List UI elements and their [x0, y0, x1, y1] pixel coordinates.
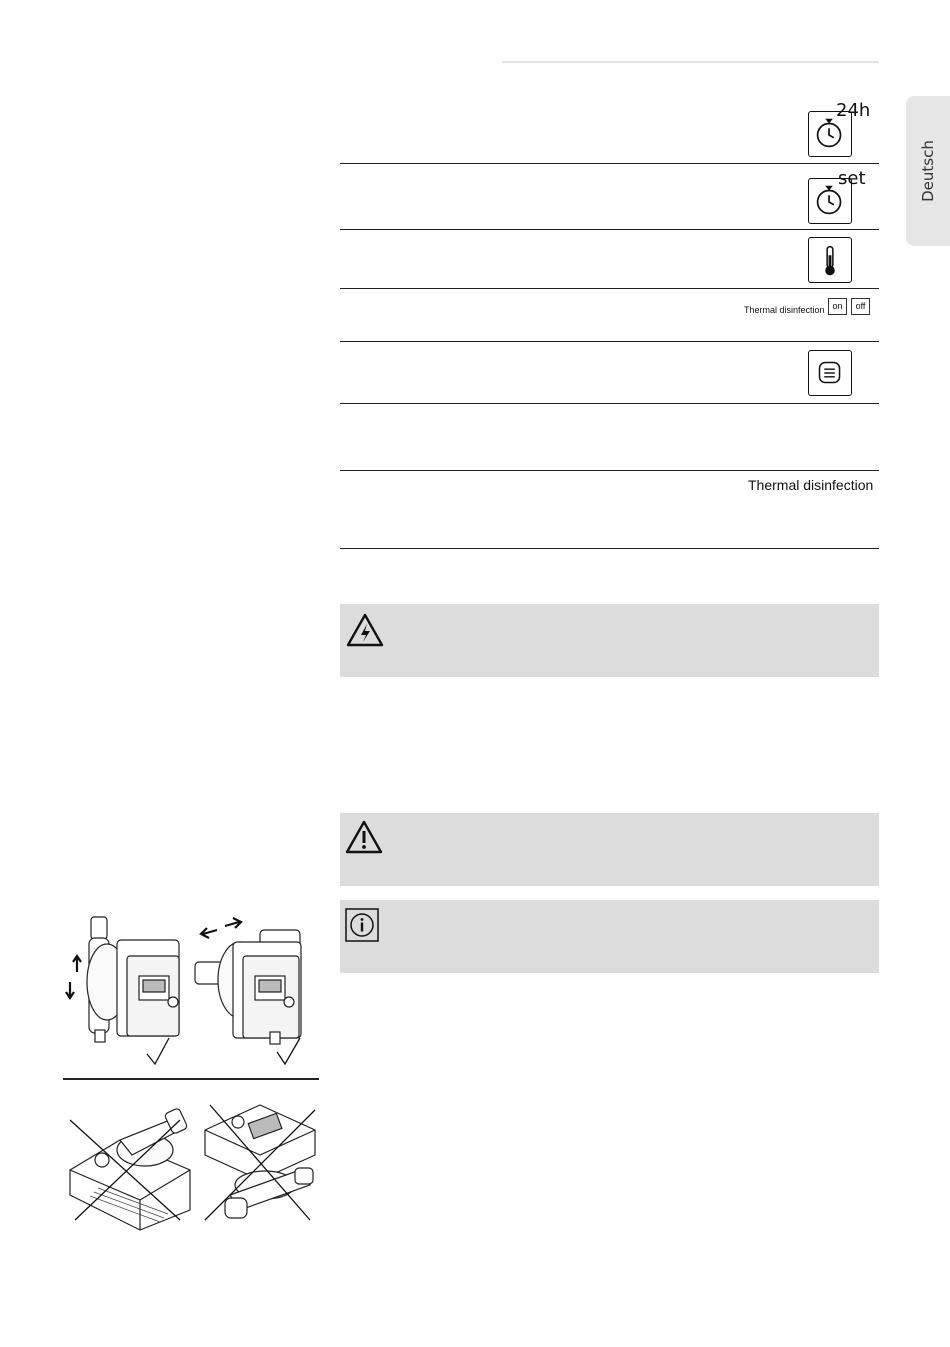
row-divider [340, 341, 879, 342]
header-rule [502, 61, 879, 63]
row-divider [340, 470, 879, 471]
row-divider [340, 548, 879, 549]
thermal-off-button[interactable]: off [851, 298, 870, 315]
electric-danger-notice [340, 604, 879, 677]
electric-hazard-icon [345, 612, 385, 648]
row-divider [340, 288, 879, 289]
figure-divider [63, 1078, 319, 1080]
warning-icon [344, 819, 384, 855]
row-divider [340, 163, 879, 164]
thermal-on-button[interactable]: on [828, 298, 847, 315]
thermal-mode-label: Thermal disinfection [748, 477, 874, 493]
info-notice [340, 900, 879, 973]
row-divider [340, 229, 879, 230]
pump-forbidden-positions-illustration [60, 1100, 325, 1240]
language-tab-label: Deutsch [919, 140, 937, 202]
warning-notice [340, 813, 879, 886]
timer-24h-label: 24h [836, 100, 871, 121]
language-tab[interactable] [906, 96, 950, 246]
pump-allowed-positions-illustration [55, 912, 325, 1072]
checkmark-icon [147, 1038, 169, 1064]
row-divider [340, 403, 879, 404]
timer-set-label: set [838, 168, 866, 189]
info-icon [345, 908, 379, 942]
thermal-disinfection-label: Thermal disinfection [744, 305, 825, 315]
thermometer-icon [808, 237, 852, 283]
menu-icon [808, 350, 852, 396]
